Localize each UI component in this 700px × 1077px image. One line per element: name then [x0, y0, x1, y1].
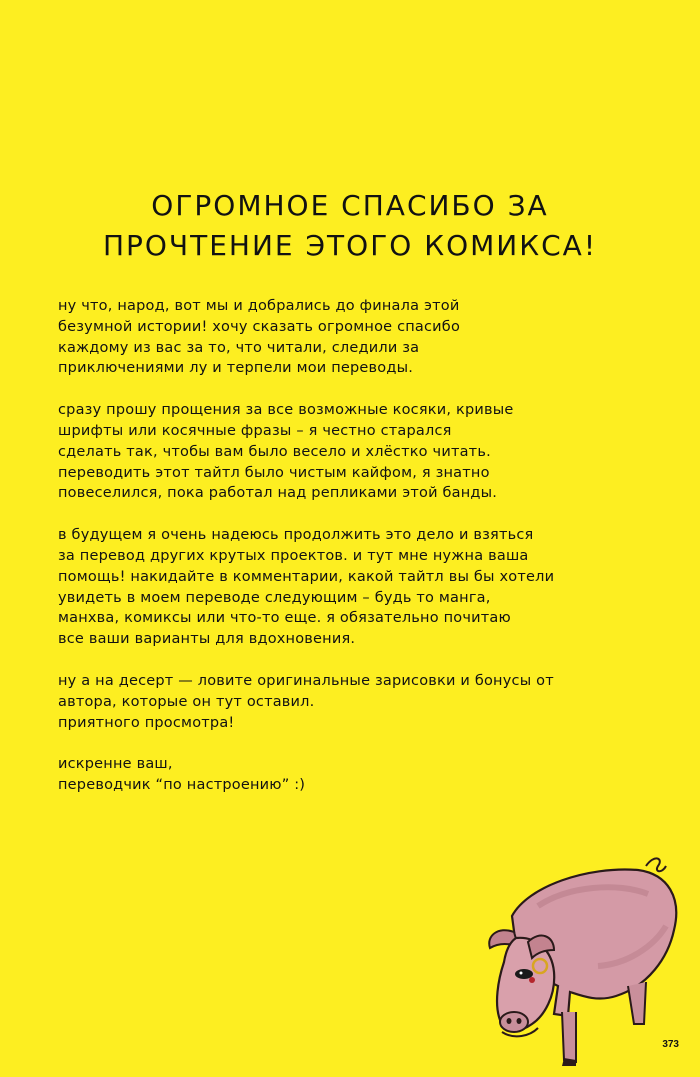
- paragraph-signature: [58, 754, 658, 796]
- text-line: повеселился, пока работал над репликами этой банды.: [58, 485, 498, 502]
- text-line: в будущем я очень надеюсь продолжить это дело и взяться: [58, 527, 534, 544]
- paragraph-thanks: [58, 296, 658, 379]
- text-line: автора, которые он тут оставил.: [58, 693, 315, 710]
- text-line: манхва, комиксы или что-то еще. я обязательно почитаю: [58, 610, 511, 627]
- text-line: шрифты или косячные фразы – я честно старался: [58, 422, 452, 439]
- title-line: ОГРОМНОЕ СПАСИБО ЗА: [151, 189, 549, 222]
- page-number: 373: [662, 1039, 679, 1050]
- text-line: помощь! накидайте в комментарии, какой тайтл вы бы хотели: [58, 568, 555, 585]
- text-line: ну что, народ, вот мы и добрались до финала этой: [58, 298, 460, 314]
- paragraph-apology: [58, 400, 658, 504]
- text-line: переводчик “по настроению” :): [58, 777, 306, 794]
- translator-note: [58, 296, 658, 817]
- text-line: приключениями лу и терпели мои переводы.: [58, 360, 414, 377]
- text-line: приятного просмотра!: [58, 714, 235, 731]
- text-line: увидеть в моем переводе следующим – будь то манга,: [58, 589, 491, 606]
- text-line: сделать так, чтобы вам было весело и хлёстко читать.: [58, 443, 491, 460]
- pig-icon: [478, 846, 700, 1071]
- text-line: каждому из вас за то, что читали, следили за: [58, 339, 420, 356]
- paragraph-future: [58, 525, 658, 650]
- paragraph-dessert: [58, 671, 658, 733]
- text-line: переводить этот тайтл было чистым кайфом, я знатно: [58, 464, 490, 481]
- page-title: [0, 186, 700, 266]
- text-line: безумной истории! хочу сказать огромное спасибо: [58, 318, 461, 335]
- text-line: сразу прошу прощения за все возможные косяки, кривые: [58, 402, 514, 419]
- text-line: все ваши варианты для вдохновения.: [58, 631, 356, 648]
- text-line: ну а на десерт — ловите оригинальные зарисовки и бонусы от: [58, 672, 554, 689]
- text-line: за перевод других крутых проектов. и тут мне нужна ваша: [58, 547, 529, 564]
- text-line: искренне ваш,: [58, 756, 173, 773]
- title-line: ПРОЧТЕНИЕ ЭТОГО КОМИКСА!: [102, 229, 598, 262]
